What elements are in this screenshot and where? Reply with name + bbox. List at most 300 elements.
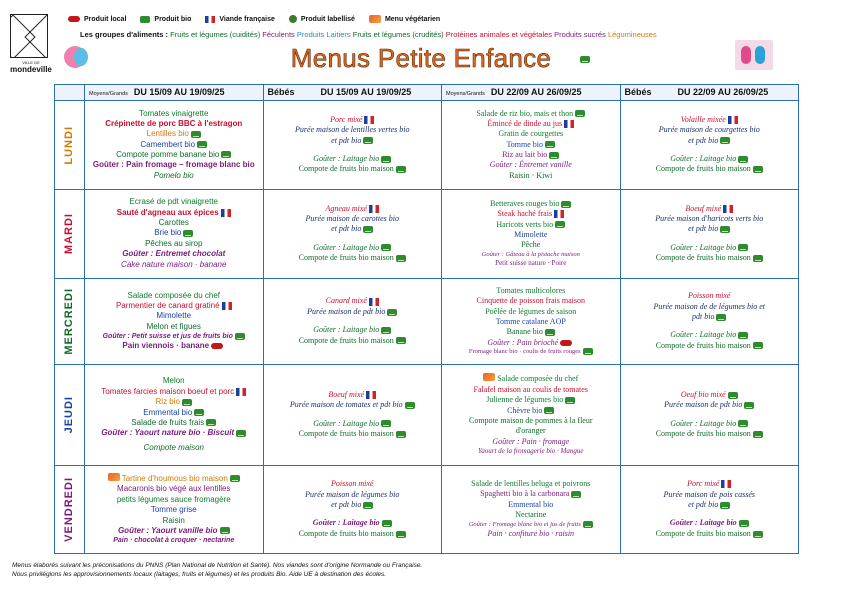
legend-label: Légumineuses: [607, 30, 657, 39]
menu-line: [444, 489, 618, 499]
menu-line: [266, 296, 440, 306]
french-flag-icon: [221, 209, 231, 217]
bio-icon: [235, 333, 245, 340]
cell-mercredi-w1: [85, 278, 264, 364]
menu-line: Tomates vinaigrette: [139, 108, 209, 118]
menu-text: Sauté d'agneau aux épices: [116, 207, 219, 217]
day-vendredi: VENDREDI: [55, 465, 85, 553]
footer-line1: Menus élaborés suivant les préconisations du PNNS (Plan National de Nutrition et Santé). Nos viandes sont d'origine Normande ou Française.: [12, 562, 423, 569]
menu-line: [444, 373, 618, 384]
menu-text: et pdt bio: [331, 500, 362, 510]
menu-line: [266, 390, 440, 400]
french-flag-icon: [723, 205, 733, 213]
menu-line: Emmental bio: [508, 499, 554, 509]
menu-line: Cinquette de poisson frais maison: [476, 296, 585, 306]
bio-icon: [396, 431, 406, 438]
menu-line: [87, 526, 261, 536]
bio-product-icon: [140, 16, 150, 23]
menu-line: Purée maison de carottes bio: [305, 214, 399, 224]
bio-icon: [396, 531, 406, 538]
menu-line: Pêches au sirop: [145, 238, 203, 248]
french-flag-icon: [236, 388, 246, 396]
menu-line: Purée maison de pois cassés: [663, 489, 756, 499]
cell-lundi-b1: [263, 101, 442, 190]
menu-text: Porc mixé: [687, 479, 720, 489]
local-product-icon: [68, 16, 80, 22]
bio-icon: [720, 502, 730, 509]
bio-icon: [545, 141, 555, 148]
legend-label: [289, 15, 355, 23]
table-header: [55, 85, 799, 101]
menu-line: [87, 341, 261, 351]
menu-text: Parmentier de canard gratiné: [115, 301, 220, 311]
bio-icon: [753, 431, 763, 438]
cell-jeudi-w2: [442, 364, 621, 465]
bio-icon: [363, 226, 373, 233]
header-week1-bebes: [263, 85, 442, 101]
menu-line: [623, 419, 797, 429]
legend-label: Produit bio: [154, 15, 192, 23]
menu-line: [87, 397, 261, 407]
bio-icon: [555, 221, 565, 228]
menu-line: [623, 390, 797, 400]
menu-line: [266, 325, 440, 335]
menu-text: Riz bio: [155, 397, 180, 407]
menu-line: [444, 406, 618, 416]
menu-text: Lentilles bio: [146, 129, 189, 139]
header-week1-grands: [85, 85, 264, 101]
bio-icon: [387, 309, 397, 316]
bio-icon: [728, 392, 738, 399]
menu-line: [444, 220, 618, 230]
menu-line: Purée maison de légumes bio: [305, 489, 400, 499]
legend-french: [205, 16, 275, 23]
menu-text: Purée maison de pdt bio: [307, 306, 386, 316]
menu-line: [87, 150, 261, 160]
menu-line: Melon et figues: [146, 321, 201, 331]
menu-text: Goûter : Laitage bio: [670, 154, 737, 164]
menu-text: Goûter : Laitage bio: [670, 330, 737, 340]
menu-text: Bébés: [267, 86, 295, 97]
bio-icon: [716, 314, 726, 321]
legend-bio: [140, 16, 191, 23]
menu-line: [623, 330, 797, 340]
menu-line: [266, 500, 440, 510]
menu-line: Mimolette: [514, 230, 548, 240]
menu-line: [87, 408, 261, 418]
menu-text: Compote de fruits bio maison: [655, 429, 751, 439]
menu-text: Compote de fruits bio maison: [298, 164, 394, 174]
day-jeudi: JEUDI: [55, 364, 85, 465]
bio-icon: [753, 531, 763, 538]
menu-line: [444, 199, 618, 209]
menu-text: DU 22/09 AU 26/09/25: [490, 86, 582, 97]
cell-vendredi-b1: [263, 465, 442, 553]
menu-line: [266, 224, 440, 234]
menu-line: Macaronis bio végé aux lentilles: [117, 484, 231, 494]
menu-line: [87, 140, 261, 150]
bio-icon: [580, 56, 590, 63]
menu-text: Émincé de dinde au jus: [487, 118, 563, 128]
header-week2-grands: [442, 85, 621, 101]
legend-icons: [68, 15, 440, 23]
menu-line: [266, 243, 440, 253]
vegetarian-icon: [108, 473, 120, 481]
legend-label: Menu végétarien: [384, 15, 441, 23]
cell-vendredi-b2: [620, 465, 799, 553]
menu-text: et pdt bio: [688, 500, 719, 510]
logo-name: mondeville: [10, 65, 52, 74]
menu-line: [623, 479, 797, 489]
bio-icon: [182, 399, 192, 406]
menu-text: Goûter : Laitage bio: [670, 242, 737, 252]
menu-line: [87, 387, 261, 397]
menu-line: [623, 500, 797, 510]
menu-text: Compote de fruits bio maison: [655, 340, 751, 350]
menu-line: [444, 119, 618, 129]
menu-line: [623, 164, 797, 174]
menu-text: pdt bio: [692, 312, 715, 322]
bio-icon: [381, 420, 391, 427]
menu-line: [444, 209, 618, 219]
menu-text: Goûter : Laitage bio: [313, 154, 380, 164]
cell-jeudi-w1: [85, 364, 264, 465]
menu-text: Compote pomme banane bio: [116, 150, 220, 160]
label-icon: [289, 15, 297, 23]
vegetarian-icon: [483, 373, 495, 381]
cell-mardi-b1: [263, 189, 442, 278]
cell-lundi-w1: [85, 101, 264, 190]
menu-text: Tomme bio: [506, 139, 544, 149]
bio-icon: [738, 156, 748, 163]
menu-table: [54, 84, 799, 554]
bio-icon: [720, 226, 730, 233]
menu-line: Poisson mixé: [331, 479, 374, 489]
page-title: Menus Petite Enfance: [290, 43, 552, 73]
menu-text: Porc mixé: [330, 114, 363, 124]
bio-icon: [382, 520, 392, 527]
bio-icon: [396, 337, 406, 344]
menu-line: Goûter : Pain · fromage: [492, 436, 570, 446]
french-flag-icon: [366, 391, 376, 399]
menu-line: [623, 312, 797, 322]
bio-icon: [738, 244, 748, 251]
bio-icon: [191, 131, 201, 138]
menu-text: Compote de fruits bio maison: [655, 253, 751, 263]
menu-line: [444, 150, 618, 160]
cell-jeudi-b2: [620, 364, 799, 465]
menu-line: Salade composée du chef: [127, 290, 220, 300]
menu-line: Goûter : Entremet chocolat: [122, 249, 226, 259]
bio-icon: [561, 201, 571, 208]
menu-text: Julienne de légumes bio: [486, 395, 564, 405]
bio-icon: [236, 430, 246, 437]
bio-icon: [583, 521, 593, 528]
row-lundi: [55, 101, 799, 190]
menu-text: Goûter : Laitage bio: [313, 418, 380, 428]
cell-mardi-w1: [85, 189, 264, 278]
menu-line: Nectarine: [515, 510, 547, 520]
menu-text: et pdt bio: [331, 135, 362, 145]
menu-line: [266, 336, 440, 346]
bio-icon: [197, 141, 207, 148]
menu-text: Moyens/Grands: [89, 90, 128, 97]
menu-line: Goûter : Éntremet vanille: [489, 160, 572, 170]
bio-icon: [396, 166, 406, 173]
menu-line: Petit suisse nature · Poire: [495, 259, 567, 268]
day-mardi: MARDI: [55, 189, 85, 278]
day-lundi: LUNDI: [55, 101, 85, 190]
food-groups-legend: [80, 30, 657, 39]
menu-line: Compote maison de pommes à la fleur: [468, 415, 593, 425]
bio-icon: [396, 255, 406, 262]
menu-text: Compote de fruits bio maison: [298, 335, 394, 345]
legend-label: Les groupes d'aliments :: [80, 30, 169, 39]
menu-line: Goûter : Gâteau à la pistache maison: [481, 250, 580, 258]
menu-text: Chèvre bio: [507, 405, 543, 415]
menu-text: Compote de fruits bio maison: [298, 528, 394, 538]
footer-line2: Nous privilégions les approvisionnements locaux (laitages, fruits et légumes) et les produits Bio. Aide UE à destination des écoles.: [12, 571, 387, 579]
menu-line: [266, 115, 440, 125]
menu-text: Compote de fruits bio maison: [298, 253, 394, 263]
menu-line: [266, 518, 440, 528]
menu-line: [266, 204, 440, 214]
corner-cell: [55, 85, 85, 101]
bio-icon: [206, 419, 216, 426]
menu-line: Salade de lentilles beluga et poivrons: [471, 479, 591, 489]
menu-text: Boeuf mixé: [328, 389, 365, 399]
menu-line: Compote maison: [143, 442, 204, 452]
menu-line: [266, 154, 440, 164]
french-flag-icon: [369, 298, 379, 306]
menu-text: Boeuf mixé: [685, 203, 722, 213]
bio-icon: [753, 342, 763, 349]
menu-text: Goûter : Yaourt vanille bio: [117, 526, 218, 535]
menu-text: Goûter : Pain brioché: [487, 337, 559, 347]
menu-line: [266, 307, 440, 317]
menu-text: Goûter : Laitage bio: [670, 418, 737, 428]
menu-line: Poêlée de légumes de saison: [485, 306, 577, 316]
menu-line: [623, 136, 797, 146]
bio-icon: [549, 152, 559, 159]
local-product-icon: [211, 343, 223, 349]
menu-line: Carottes: [158, 218, 189, 228]
menu-text: Compote de fruits bio maison: [655, 528, 751, 538]
menu-line: petits légumes sauce fromagère: [116, 494, 231, 504]
cell-lundi-b2: [620, 101, 799, 190]
menu-text: DU 15/09 AU 19/09/25: [320, 86, 412, 97]
menu-text: Brie bio: [154, 228, 182, 238]
local-product-icon: [560, 340, 572, 346]
menu-line: [444, 327, 618, 337]
menu-line: Tomme grise: [150, 505, 197, 515]
bio-icon: [194, 409, 204, 416]
menu-line: [623, 341, 797, 351]
bio-icon: [720, 137, 730, 144]
french-flag-icon: [554, 210, 564, 218]
legend-label: Viande française: [219, 15, 275, 23]
menu-line: [623, 400, 797, 410]
bio-icon: [545, 329, 555, 336]
menu-line: [266, 419, 440, 429]
legend-label: Produits sucrés: [554, 30, 606, 39]
bio-icon: [753, 166, 763, 173]
menu-line: [266, 164, 440, 174]
menu-line: [444, 521, 618, 529]
menu-line: Ecrasé de pdt vinaigrette: [129, 197, 218, 207]
bio-icon: [363, 137, 373, 144]
menu-line: Purée maison d'haricots verts bio: [655, 214, 764, 224]
menu-line: [87, 418, 261, 428]
menu-text: Compote de fruits bio maison: [298, 429, 394, 439]
french-flag-icon: [369, 205, 379, 213]
bio-icon: [575, 110, 585, 117]
bio-icon: [381, 244, 391, 251]
menu-text: Goûter : Petit suisse et jus de fruits bio: [102, 333, 233, 341]
menu-line: [623, 429, 797, 439]
menu-line: [87, 228, 261, 238]
legend-label: Produits Laitiers: [296, 30, 351, 39]
menu-text: Goûter : Yaourt nature bio · Biscuit: [101, 428, 235, 438]
legend-label: Fruits et légumes (cuidités): [170, 30, 261, 39]
menu-text: Pain viennois · banane: [122, 341, 210, 351]
menu-line: [266, 429, 440, 439]
menu-text: Purée maison de tomates et pdt bio: [289, 400, 403, 410]
menu-text: Compote de fruits bio maison: [655, 164, 751, 174]
menu-text: Emmental bio: [143, 407, 193, 417]
menu-line: [87, 301, 261, 311]
children-illustration: [735, 40, 773, 70]
menu-text: Riz au lait bio: [502, 150, 548, 160]
legend-label: Produit labellisé: [300, 15, 355, 23]
menu-line: Mimolette: [156, 311, 192, 321]
menu-text: Canard mixé: [325, 296, 367, 306]
menu-text: et pdt bio: [688, 224, 719, 234]
footer-note: [12, 561, 422, 580]
menu-line: Pain · confiture bio · raisin: [487, 529, 575, 539]
french-flag-icon: [205, 16, 215, 23]
menu-line: Raisin · Kiwi: [509, 170, 553, 180]
menu-text: Tartine d'houmous bio maison: [121, 474, 228, 484]
menu-line: Melon: [162, 376, 185, 386]
day-mercredi: MERCREDI: [55, 278, 85, 364]
menu-line: [266, 529, 440, 539]
bio-icon: [363, 502, 373, 509]
vegetarian-icon: [369, 15, 381, 23]
menu-line: [266, 253, 440, 263]
menu-line: Poisson mixé: [688, 291, 731, 301]
menu-line: Pain · chocolat à croquer · nectarine: [113, 537, 235, 545]
menu-text: Goûter : Laitage bio: [669, 518, 737, 528]
menu-line: Crépinette de porc BBC à l'estragon: [105, 118, 243, 128]
bio-icon: [544, 407, 554, 414]
menu-text: Goûter : Laitage bio: [312, 518, 380, 528]
bio-icon: [738, 332, 748, 339]
menu-line: Pêche: [521, 240, 541, 250]
cell-jeudi-b1: [263, 364, 442, 465]
menu-line: [444, 109, 618, 119]
menu-text: Salade composée du chef: [497, 374, 579, 384]
menu-line: Raisin: [162, 515, 185, 525]
row-jeudi: [55, 364, 799, 465]
menu-text: Betteraves rouges bio: [490, 198, 560, 208]
menu-line: Tomates multicolores: [496, 285, 566, 295]
menu-text: Fromage blanc bio · coulis de fruits rouges: [468, 348, 581, 356]
french-flag-icon: [364, 116, 374, 124]
menu-line: [266, 136, 440, 146]
legend-local: [68, 16, 126, 23]
legend-label: Fruits et légumes (crudités): [352, 30, 444, 39]
row-vendredi: [55, 465, 799, 553]
menu-text: Goûter : Laitage bio: [313, 242, 380, 252]
legend-label: Féculents: [262, 30, 295, 39]
cell-mardi-w2: [442, 189, 621, 278]
row-mardi: [55, 189, 799, 278]
menu-text: Moyens/Grands: [446, 90, 485, 97]
french-flag-icon: [721, 480, 731, 488]
menu-line: d'oranger: [515, 426, 546, 436]
menu-text: et pdt bio: [331, 224, 362, 234]
logo-ville: VILLE DE: [22, 60, 40, 65]
menu-line: [623, 518, 797, 528]
bio-icon: [753, 255, 763, 262]
menu-line: [444, 348, 618, 356]
row-mercredi: [55, 278, 799, 364]
menu-line: [623, 115, 797, 125]
bio-icon: [405, 402, 415, 409]
legend-label: Protéines animales et végétales: [445, 30, 553, 39]
menu-line: [87, 129, 261, 139]
menu-text: Spaghetti bio à la carbonara: [480, 489, 570, 499]
cell-mercredi-b1: [263, 278, 442, 364]
menu-line: [444, 140, 618, 150]
menu-line: [623, 529, 797, 539]
menu-line: Gratin de courgettes: [498, 129, 564, 139]
legend-veg: [369, 15, 440, 23]
menu-line: [87, 428, 261, 438]
menu-line: [623, 204, 797, 214]
menu-line: Tomme catalane AOP: [495, 317, 566, 327]
menu-text: DU 22/09 AU 26/09/25: [677, 86, 769, 97]
cell-mercredi-b2: [620, 278, 799, 364]
menu-text: Salade de riz bio, maïs et thon: [476, 108, 574, 118]
menu-text: Volaille mixée: [680, 114, 726, 124]
cell-vendredi-w2: [442, 465, 621, 553]
menu-line: Purée maison de courgettes bio: [658, 125, 760, 135]
menu-text: Oeuf bio mixé: [680, 389, 726, 399]
bio-icon: [565, 397, 575, 404]
menu-text: Salade de fruits frais: [131, 417, 205, 427]
menu-line: [623, 224, 797, 234]
bio-icon: [220, 527, 230, 534]
cell-mercredi-w2: [442, 278, 621, 364]
menu-line: [87, 332, 261, 341]
menu-text: Tomates farcies maison boeuf et porc: [101, 386, 235, 396]
french-flag-icon: [728, 116, 738, 124]
menu-line: Pomelo bio: [153, 170, 194, 180]
menu-text: et pdt bio: [688, 135, 719, 145]
menu-line: [444, 338, 618, 348]
cell-lundi-w2: [442, 101, 621, 190]
cell-vendredi-w1: [85, 465, 264, 553]
bio-icon: [230, 475, 240, 482]
menu-line: Yaourt de la fromagerie bio · Mangue: [478, 447, 584, 456]
french-flag-icon: [564, 120, 574, 128]
french-flag-icon: [222, 302, 232, 310]
bio-icon: [744, 402, 754, 409]
menu-line: [87, 473, 261, 484]
menu-text: Haricots verts bio: [496, 219, 554, 229]
